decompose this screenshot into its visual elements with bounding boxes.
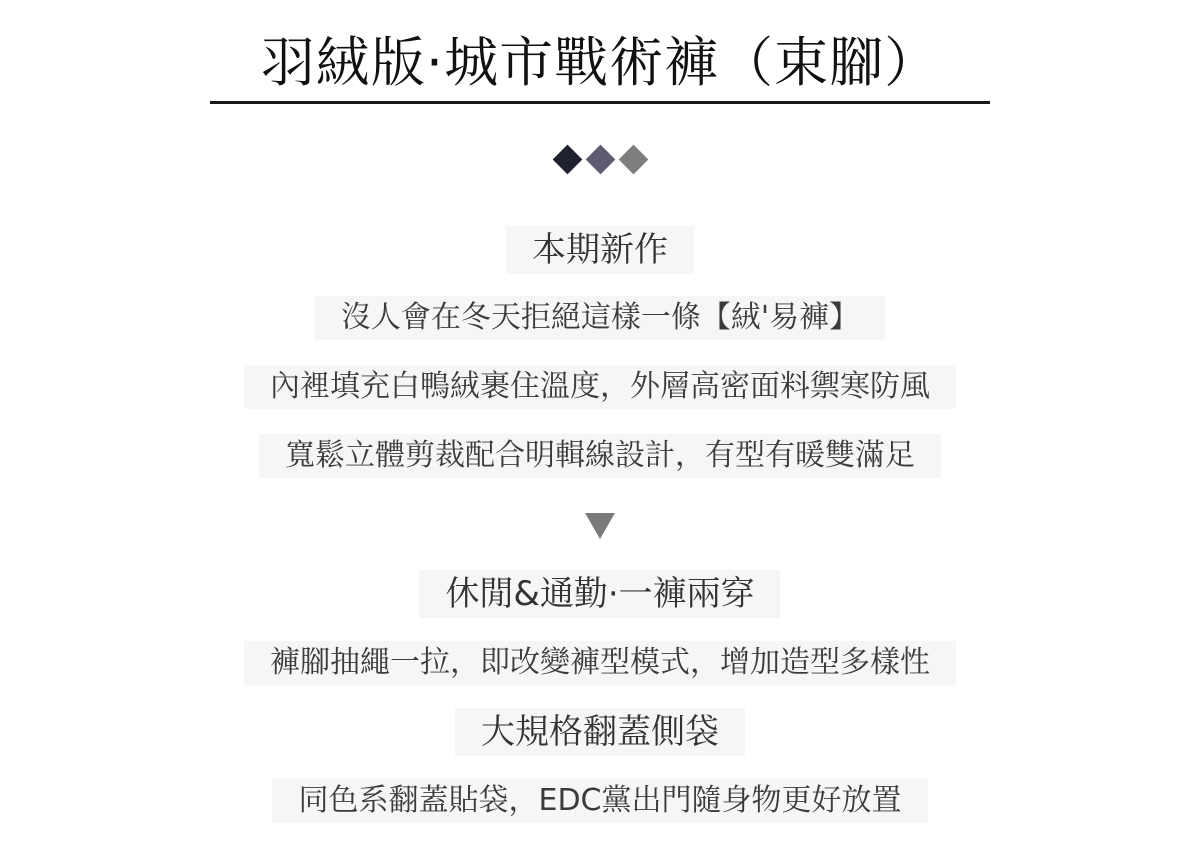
purple-gray-swatch <box>585 145 615 175</box>
gray-swatch <box>618 145 648 175</box>
dark-navy-swatch <box>552 145 582 175</box>
section-heading-new-release: 本期新作 <box>506 226 694 274</box>
section-heading-casual-commute: 休閒&通勤·一褲兩穿 <box>419 570 780 618</box>
color-swatches <box>0 142 1200 178</box>
down-triangle-icon <box>585 513 615 539</box>
page-title: 羽絨版·城市戰術褲（束腳） <box>260 31 940 94</box>
description-line: 同色系翻蓋貼袋，EDC黨出門隨身物更好放置 <box>272 779 927 823</box>
description-line: 沒人會在冬天拒絕這樣一條【絨'易褲】 <box>315 296 885 340</box>
description-line: 褲腳抽繩一拉，即改變褲型模式，增加造型多樣性 <box>244 641 956 685</box>
description-line: 寬鬆立體剪裁配合明輯線設計，有型有暖雙滿足 <box>259 434 941 478</box>
description-line: 內裡填充白鴨絨裹住溫度，外層高密面料禦寒防風 <box>244 365 956 409</box>
title-underline <box>210 101 990 104</box>
section-heading-side-pockets: 大規格翻蓋側袋 <box>455 708 745 756</box>
